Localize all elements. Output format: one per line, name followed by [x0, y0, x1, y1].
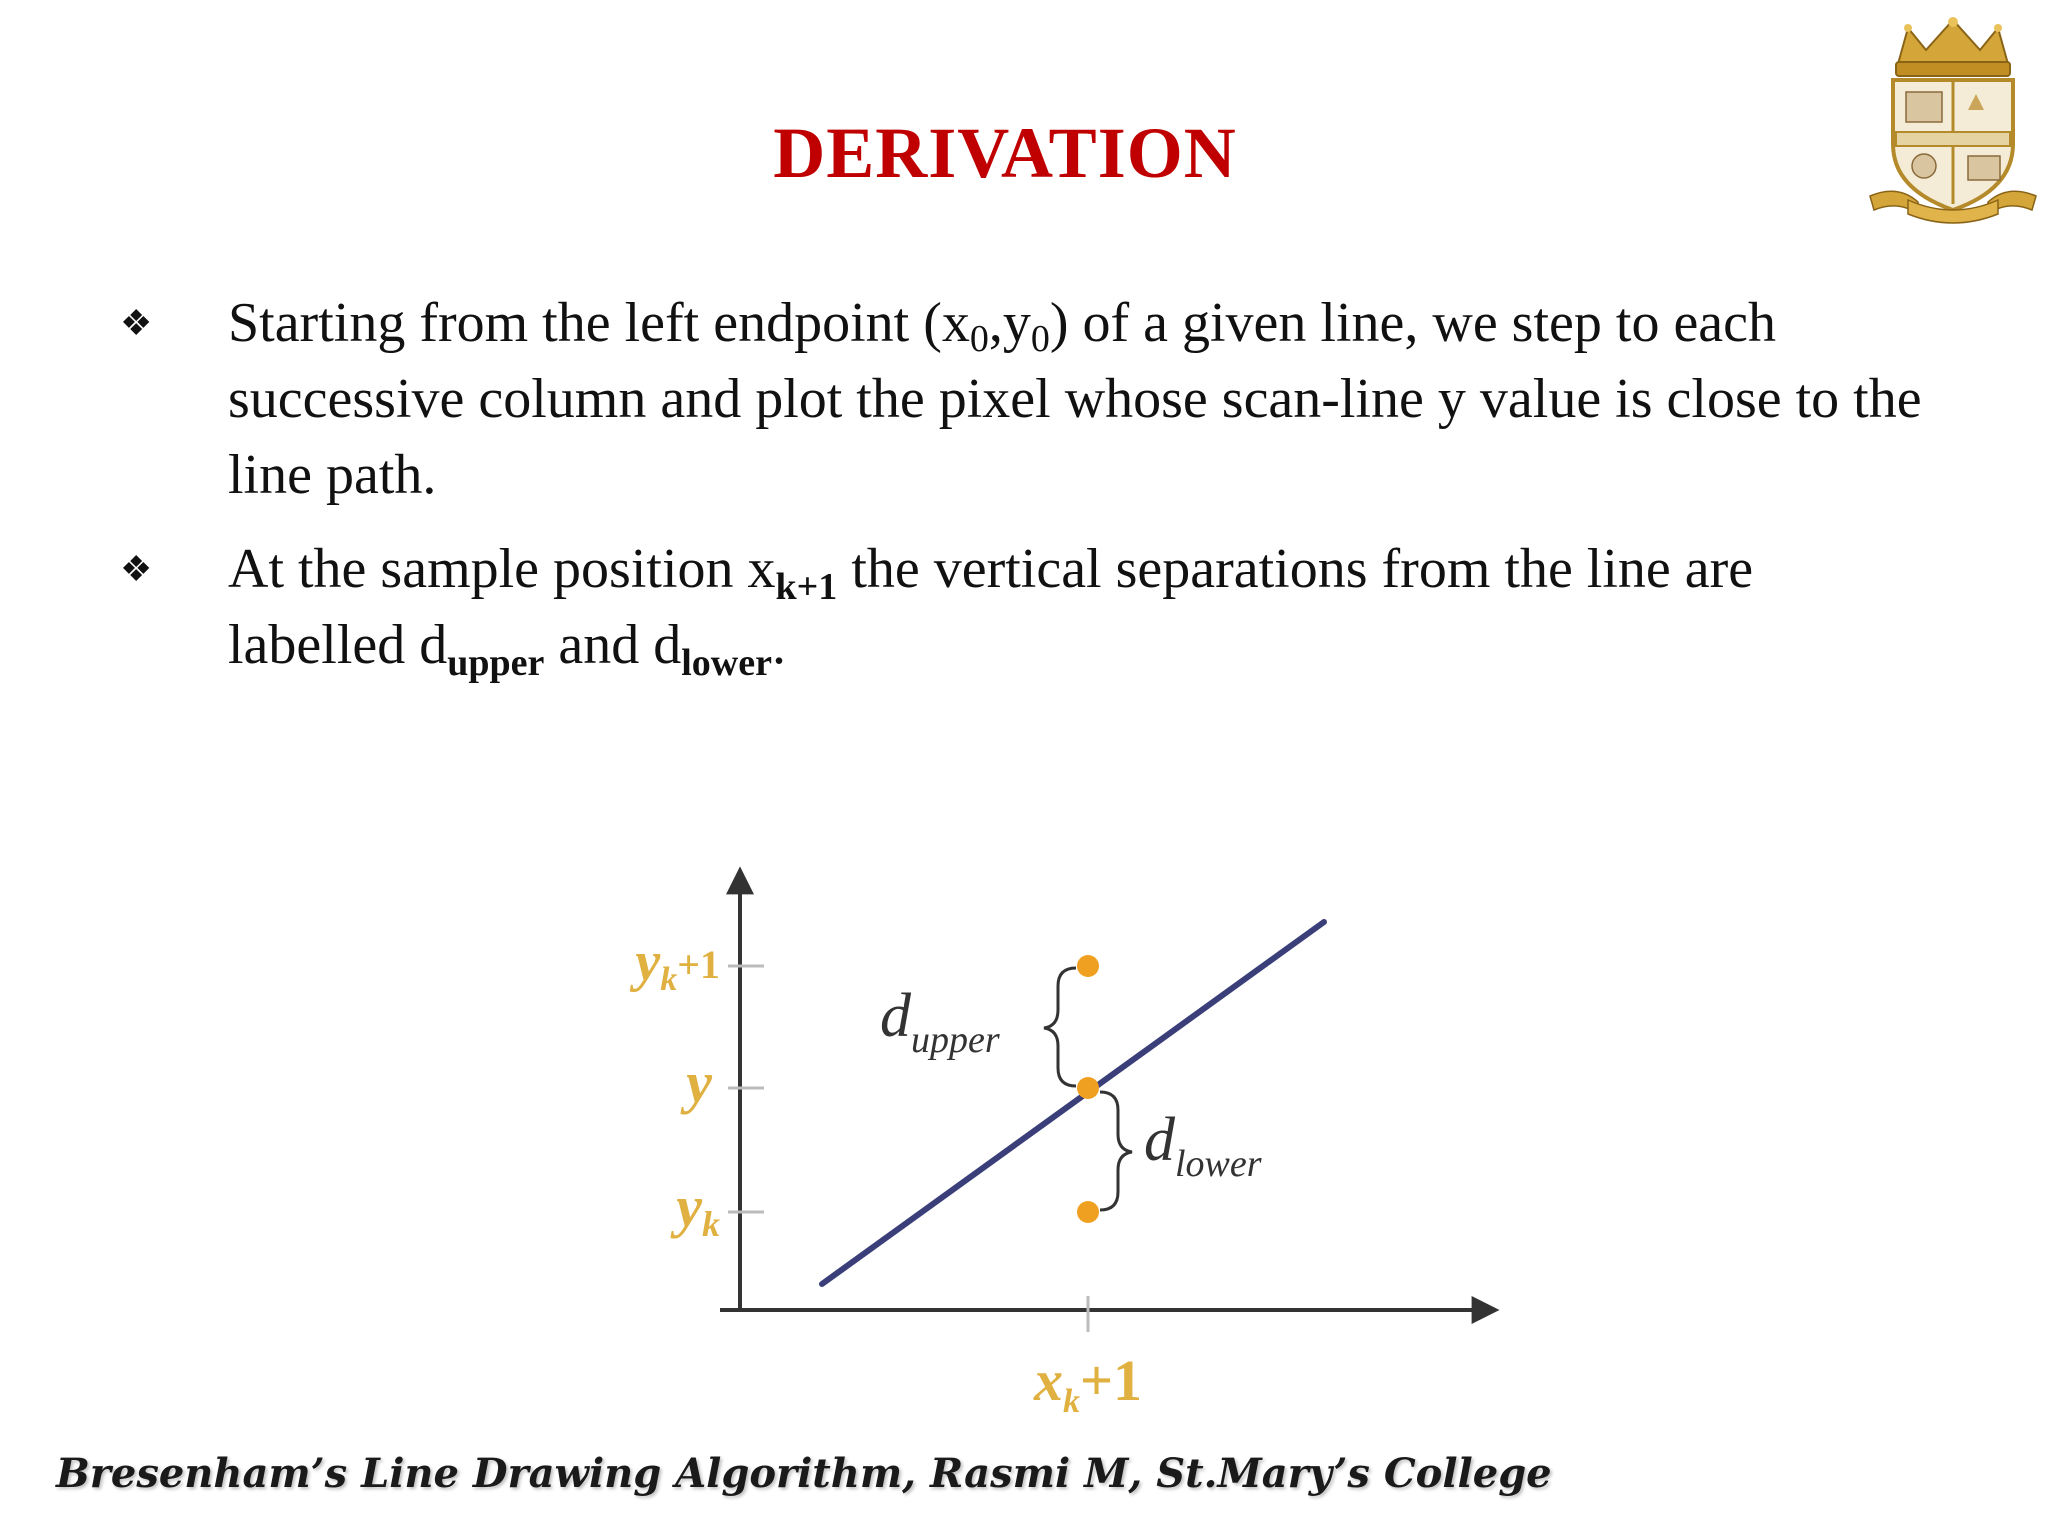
pixel-dot-lower [1077, 1201, 1099, 1223]
subscript: upper [447, 642, 545, 684]
line-path [822, 922, 1324, 1284]
subscript: 0 [1030, 318, 1050, 360]
college-crest-logo [1868, 14, 2038, 224]
y-label-yk-plus-1: $yk^{+1}$ [635, 931, 720, 998]
bullet-text: At the sample position x [228, 538, 776, 600]
pixel-dot-intersection [1077, 1077, 1099, 1099]
y-label-yk: yk [676, 1174, 720, 1244]
bullet-text: the vertical separations from the line are labelled d [228, 538, 1754, 676]
x-label-xk-plus-1: $x_k+1$ [1033, 1348, 1143, 1420]
d-lower-label: $d_{lower}$ [1144, 1106, 1262, 1185]
slide-footer: Bresenham’s Line Drawing Algorithm, Rasmi M, St.Mary’s College [56, 1450, 1552, 1497]
subscript: lower [681, 642, 772, 684]
bullet-text: ) of a given line, we step to each successive column and plot the pixel whose scan-line y value is close to the line path. [228, 292, 1922, 506]
crown-icon [1896, 17, 2010, 76]
subscript: k+1 [775, 566, 838, 608]
pixel-dot-upper [1077, 955, 1099, 977]
bullet-diamond-icon: ❖ [120, 549, 153, 589]
y-label-y: y [686, 1050, 712, 1115]
bullet-text: Starting from the left endpoint (x [228, 292, 970, 354]
bullet-item [120, 531, 1940, 683]
brace-upper [1044, 968, 1076, 1086]
slide-title: DERIVATION [773, 113, 1237, 193]
d-upper-label: $d_{upper}$ [880, 982, 1000, 1061]
bullet-list [120, 285, 1940, 683]
subscript: 0 [969, 318, 989, 360]
bullet-item [120, 285, 1940, 513]
shield-icon [1893, 80, 2013, 210]
bullet-text: ,y [988, 292, 1031, 354]
bresenham-diagram [560, 860, 1520, 1420]
bullet-diamond-icon: ❖ [120, 303, 153, 343]
bullet-text: . [771, 614, 786, 676]
brace-lower [1100, 1092, 1132, 1210]
bullet-text: and d [544, 614, 682, 676]
